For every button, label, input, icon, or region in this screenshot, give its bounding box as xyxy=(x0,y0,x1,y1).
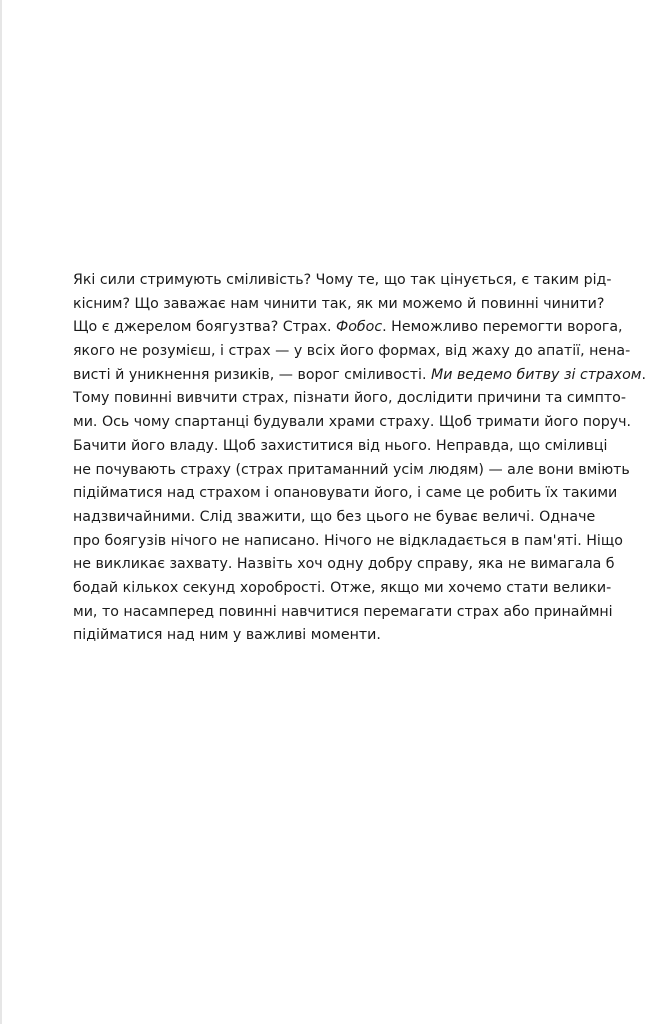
italic-phrase: Ми ведемо битву зі страхом xyxy=(430,366,642,383)
text-line: Тому повинні вивчити страх, пізнати його, дослідити причини та симпто- xyxy=(73,390,626,407)
text-run: . xyxy=(641,366,647,383)
text-line: Бачити його владу. Щоб захиститися від нього. Неправда, що сміливці xyxy=(73,437,608,454)
text-line-last: підійматися над ним у важливі моменти. xyxy=(73,627,381,644)
body-paragraph xyxy=(73,269,647,648)
text-run: висті й уникнення ризиків, — ворог сміливості. xyxy=(73,366,431,383)
text-line: ми, то насамперед повинні навчитися перемагати страх або принаймні xyxy=(73,603,613,620)
text-line: про боягузів нічого не написано. Нічого не відкладається в пам'яті. Ніщо xyxy=(73,532,623,549)
text-line: не почувають страху (страх притаманний усім людям) — але вони вміють xyxy=(73,461,630,478)
text-line: Які сили стримують сміливість? Чому те, що так цінується, є таким рід- xyxy=(73,272,612,288)
text-run: Що є джерелом боягузтва? Страх. xyxy=(73,319,337,336)
text-line: ми. Ось чому спартанці будували храми страху. Щоб тримати його поруч. xyxy=(73,414,632,431)
text-line: надзвичайними. Слід зважити, що без цього не буває величі. Одначе xyxy=(73,508,596,525)
text-line: підійматися над страхом і опановувати його, і саме це робить їх такими xyxy=(73,485,618,502)
text-line: бодай кількох секунд хоробрості. Отже, якщо ми хочемо стати велики- xyxy=(73,579,612,596)
page-edge xyxy=(0,0,2,1024)
text-line: кісним? Що заважає нам чинити так, як ми можемо й повинні чинити? xyxy=(73,295,605,312)
italic-term: Фобос xyxy=(336,319,383,336)
text-line xyxy=(73,364,647,388)
text-run: . Неможливо перемогти ворога, xyxy=(382,319,623,336)
text-line: не викликає захвату. Назвіть хоч одну добру справу, яка не вимагала б xyxy=(73,556,615,573)
text-line: якого не розумієш, і страх — у всіх його формах, від жаху до апатії, нена- xyxy=(73,343,631,360)
text-line xyxy=(73,316,623,340)
